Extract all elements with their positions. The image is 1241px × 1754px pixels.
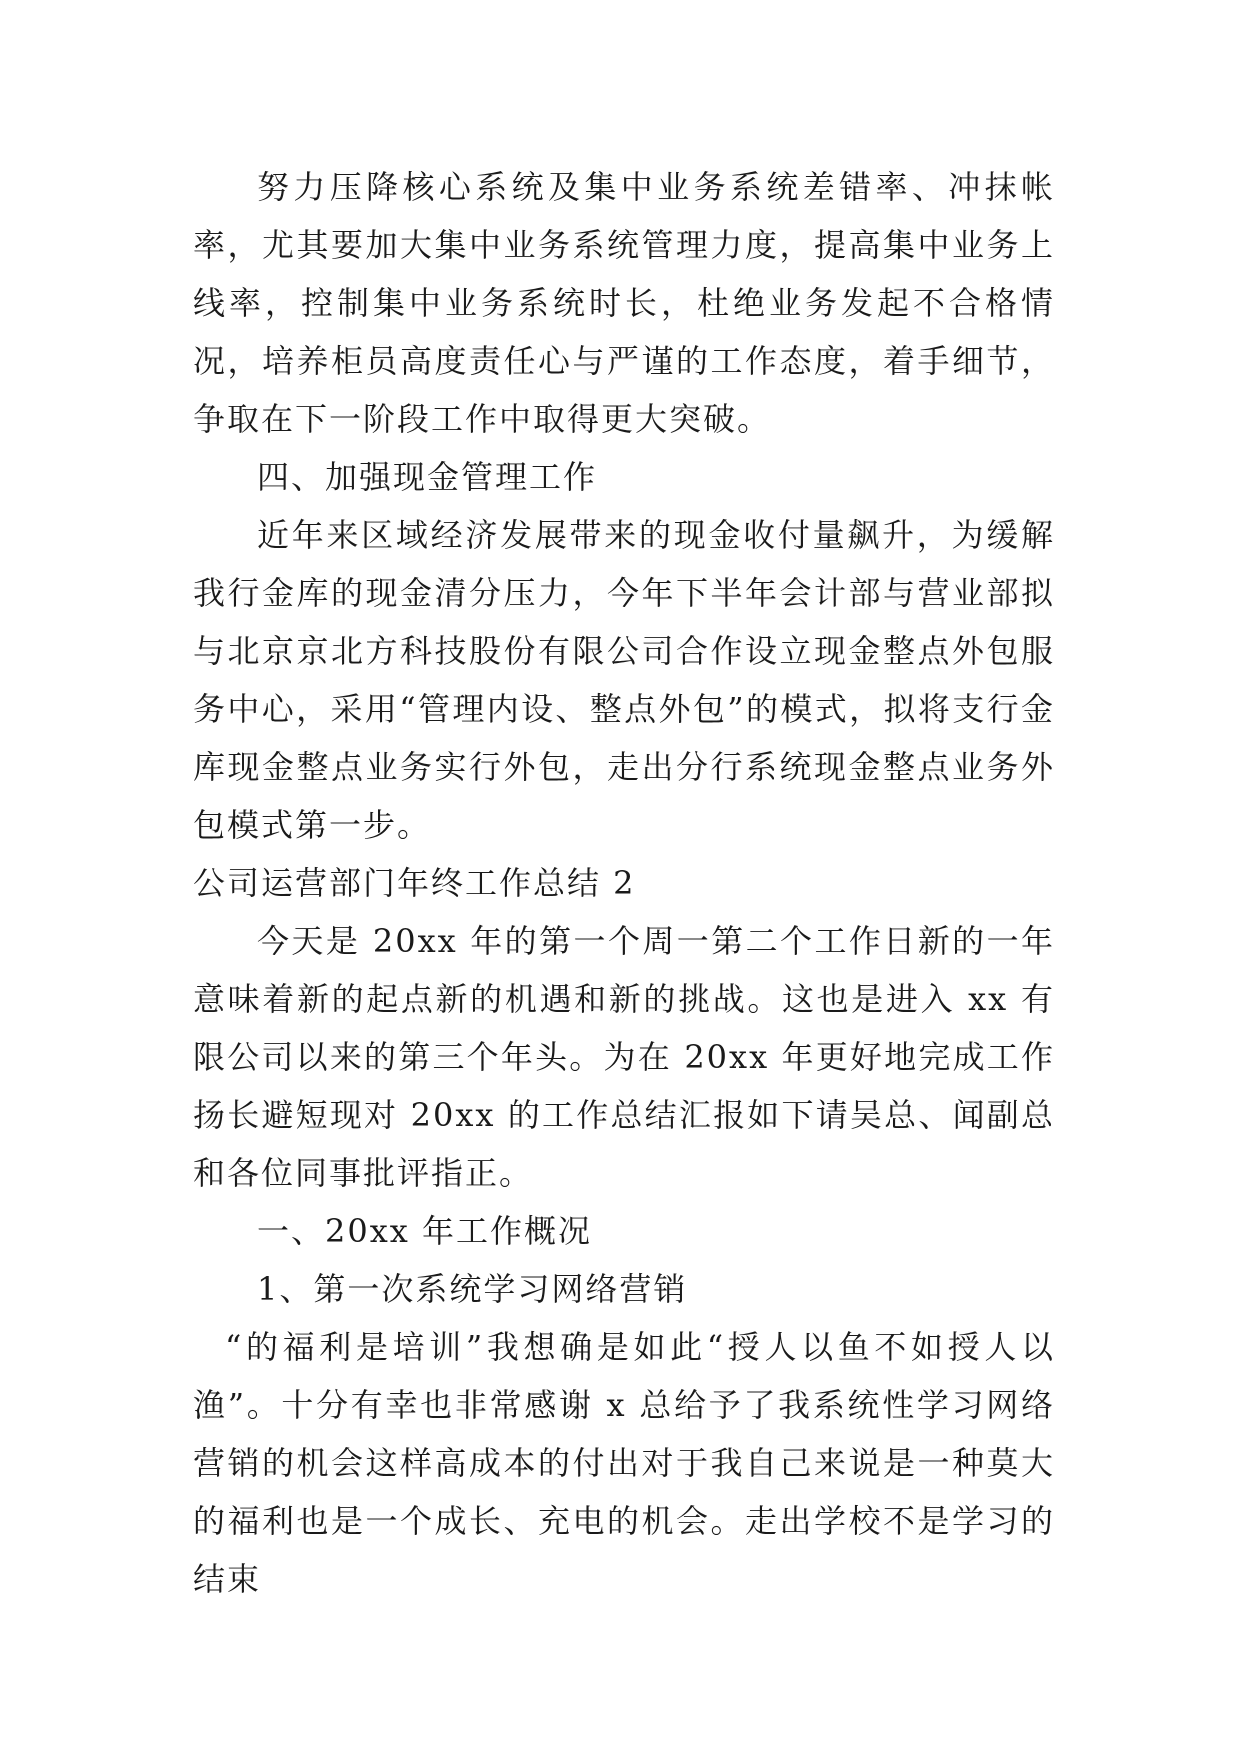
document-body <box>193 158 1055 1608</box>
paragraph-error-rate: 努力压降核心系统及集中业务系统差错率、冲抹帐率，尤其要加大集中业务系统管理力度，提高集中业务上线率，控制集中业务系统时长，杜绝业务发起不合格情况，培养柜员高度责任心与严谨的工作态度，着手细节，争取在下一阶段工作中取得更大突破。 <box>193 168 1055 438</box>
subsection-heading-network-marketing: 1、第一次系统学习网络营销 <box>257 1270 688 1308</box>
paragraph-new-year-intro: 今天是 20xx 年的第一个周一第二个工作日新的一年意味着新的起点新的机遇和新的挑战。这也是进入 xx 有限公司以来的第三个年头。为在 20xx 年更好地完成工作扬长避短现对 20xx 的工作总结汇报如下请吴总、闻副总和各位同事批评指正。 <box>193 922 1055 1192</box>
section-heading-work-overview: 一、20xx 年工作概况 <box>257 1212 592 1250</box>
paragraph-training-benefit: “的福利是培训”我想确是如此“授人以鱼不如授人以渔”。十分有幸也非常感谢 x 总给予了我系统性学习网络营销的机会这样高成本的付出对于我自己来说是一种莫大的福利也是一个成长、充电的机会。走出学校不是学习的结束 <box>193 1328 1055 1598</box>
section-heading-cash-management: 四、加强现金管理工作 <box>257 458 598 496</box>
document-title-summary-2: 公司运营部门年终工作总结 2 <box>193 864 636 902</box>
paragraph-cash-outsourcing: 近年来区域经济发展带来的现金收付量飙升，为缓解我行金库的现金清分压力，今年下半年会计部与营业部拟与北京京北方科技股份有限公司合作设立现金整点外包服务中心，采用“管理内设、整点外包”的模式，拟将支行金库现金整点业务实行外包，走出分行系统现金整点业务外包模式第一步。 <box>193 516 1055 844</box>
